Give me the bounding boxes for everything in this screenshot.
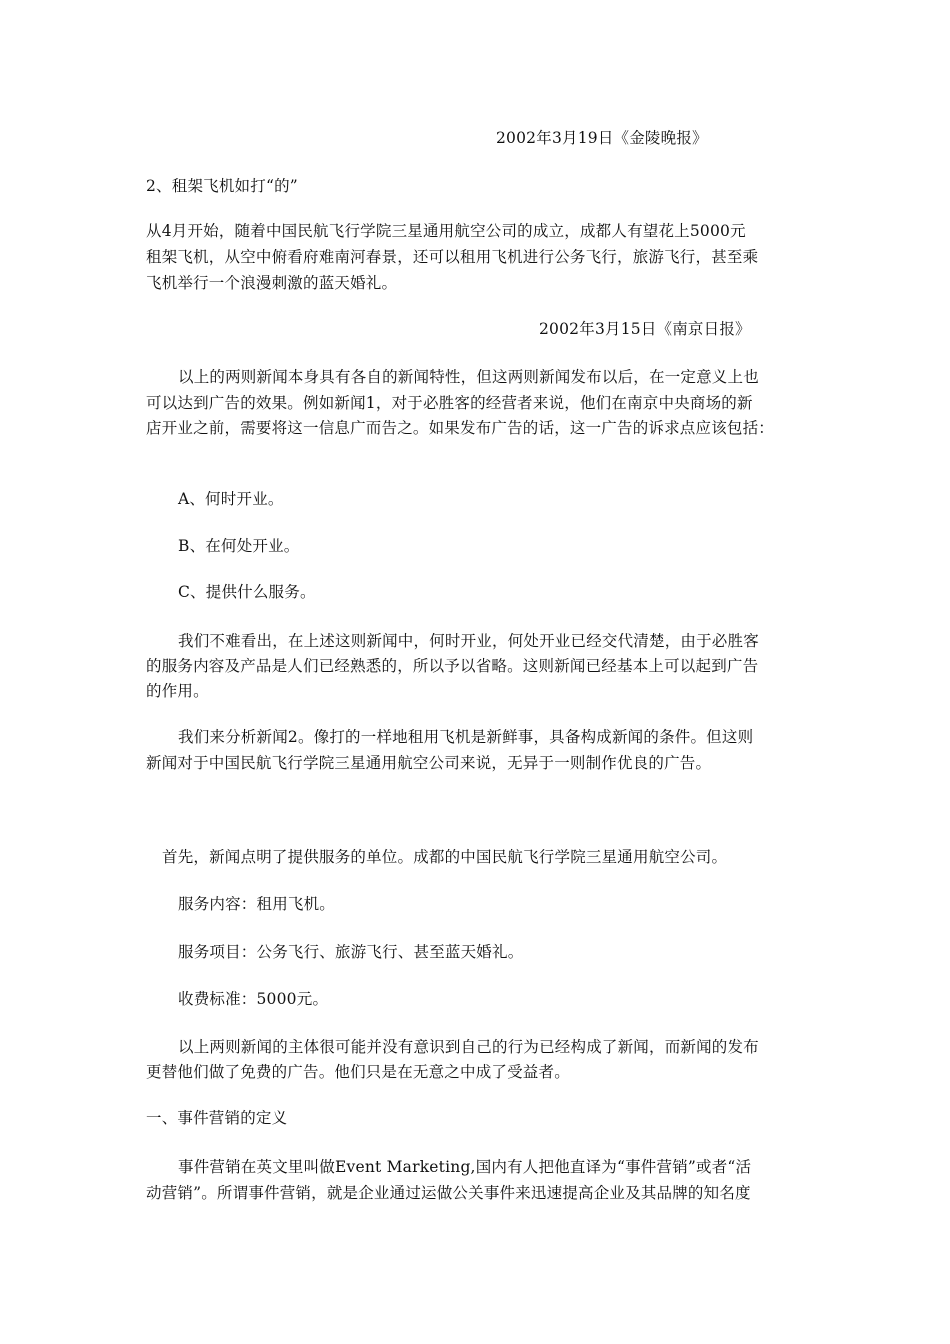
news2-source: 2002年3月15日《南京日报》 bbox=[539, 320, 751, 338]
news2-line-2: 租架飞机，从空中俯看府难南河春景，还可以租用飞机进行公务飞行，旅游飞行，甚至乘 bbox=[146, 248, 759, 266]
section-heading: 一、事件营销的定义 bbox=[146, 1109, 288, 1127]
intro-line-2: 可以达到广告的效果。例如新闻1，对于必胜客的经营者来说，他们在南京中央商场的新 bbox=[146, 394, 753, 412]
conclusion-line-1: 以上两则新闻的主体很可能并没有意识到自己的行为已经构成了新闻，而新闻的发布 bbox=[178, 1038, 759, 1056]
first-point-line: 首先，新闻点明了提供服务的单位。成都的中国民航飞行学院三星通用航空公司。 bbox=[162, 848, 728, 866]
list-item-c: C、提供什么服务。 bbox=[178, 583, 316, 601]
definition-line-2: 动营销”。所谓事件营销，就是企业通过运做公关事件来迅速提高企业及其品牌的知名度 bbox=[146, 1184, 751, 1202]
list-item-a: A、何时开业。 bbox=[178, 490, 284, 508]
service-content: 服务内容：租用飞机。 bbox=[178, 895, 336, 913]
analysis2-line-2: 新闻对于中国民航飞行学院三星通用航空公司来说，无异于一则制作优良的广告。 bbox=[146, 754, 712, 772]
news2-line-3: 飞机举行一个浪漫刺激的蓝天婚礼。 bbox=[146, 274, 398, 292]
news2-heading: 2、租架飞机如打“的” bbox=[146, 177, 298, 195]
analysis1-line-1: 我们不难看出，在上述这则新闻中，何时开业，何处开业已经交代清楚，由于必胜客 bbox=[178, 632, 759, 650]
news1-source: 2002年3月19日《金陵晚报》 bbox=[496, 129, 708, 147]
service-items: 服务项目：公务飞行、旅游飞行、甚至蓝天婚礼。 bbox=[178, 943, 524, 961]
analysis1-line-2: 的服务内容及产品是人们已经熟悉的，所以予以省略。这则新闻已经基本上可以起到广告 bbox=[146, 657, 759, 675]
intro-line-3: 店开业之前，需要将这一信息广而告之。如果发布广告的话，这一广告的诉求点应该包括： bbox=[146, 419, 775, 437]
service-fee: 收费标准：5000元。 bbox=[178, 990, 329, 1008]
analysis1-line-3: 的作用。 bbox=[146, 682, 209, 700]
definition-line-1: 事件营销在英文里叫做Event Marketing,国内有人把他直译为“事件营销”或者“活 bbox=[178, 1158, 752, 1176]
news2-line-1: 从4月开始，随着中国民航飞行学院三星通用航空公司的成立，成都人有望花上5000元 bbox=[146, 222, 746, 240]
conclusion-line-2: 更替他们做了免费的广告。他们只是在无意之中成了受益者。 bbox=[146, 1063, 570, 1081]
analysis2-line-1: 我们来分析新闻2。像打的一样地租用飞机是新鲜事，具备构成新闻的条件。但这则 bbox=[178, 728, 754, 746]
intro-line-1: 以上的两则新闻本身具有各自的新闻特性，但这两则新闻发布以后，在一定意义上也 bbox=[178, 368, 759, 386]
list-item-b: B、在何处开业。 bbox=[178, 537, 300, 555]
